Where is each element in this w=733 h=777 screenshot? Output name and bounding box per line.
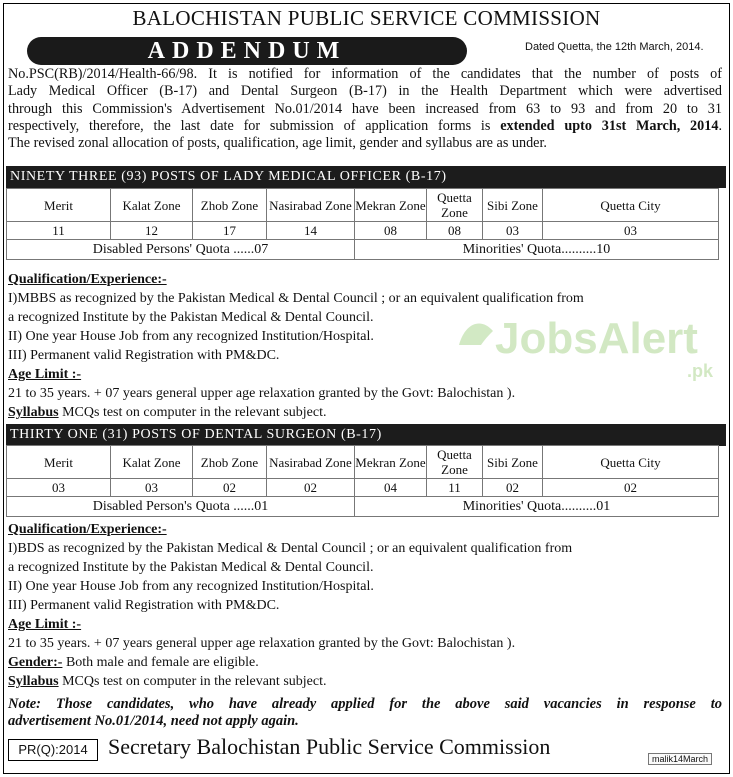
zone-header: Mekran Zone: [355, 446, 427, 479]
note-line-1: Note: Those candidates, who have already applied for the above said vacancies in response to: [8, 696, 722, 712]
qualification-item: I)MBBS as recognized by the Pakistan Medical & Dental Council ; or an equivalent qualification from: [8, 291, 584, 306]
zone-value: 11: [427, 479, 483, 497]
svg-text:.pk: .pk: [687, 361, 714, 381]
zone-value: 11: [7, 222, 111, 240]
table-header-row: [7, 446, 719, 479]
disabled-quota: Disabled Persons' Quota ......07: [7, 240, 355, 260]
zone-value: 03: [7, 479, 111, 497]
zone-header: Kalat Zone: [111, 446, 193, 479]
zone-value: 02: [543, 479, 719, 497]
zone-value: 02: [193, 479, 267, 497]
secretary-signature-line: Secretary Balochistan Public Service Commission: [108, 734, 551, 759]
zone-header: Quetta Zone: [427, 446, 483, 479]
qualification-item: a recognized Institute by the Pakistan Medical & Dental Council.: [8, 560, 374, 575]
table-header-row: [7, 189, 719, 222]
zone-header: Kalat Zone: [111, 189, 193, 222]
syllabus-label: Syllabus: [8, 405, 59, 420]
zone-header: Sibi Zone: [483, 446, 543, 479]
intro-line-1: No.PSC(RB)/2014/Health-66/98. It is notified for information of the candidates that the number of posts of: [8, 66, 722, 82]
svg-text:JobsAlert: JobsAlert: [495, 314, 698, 363]
zone-value: 02: [483, 479, 543, 497]
qualification-item: III) Permanent valid Registration with PM&DC.: [8, 598, 280, 613]
lmo-allocation-table: [6, 188, 719, 260]
note-line-2: advertisement No.01/2014, need not apply again.: [8, 713, 299, 729]
qualification-item: II) One year House Job from any recognized Institution/Hospital.: [8, 329, 374, 344]
age-limit-heading: Age Limit :-: [8, 617, 82, 632]
zone-value: 08: [427, 222, 483, 240]
age-limit-text: 21 to 35 years. + 07 years general upper age relaxation granted by the Govt: Balochistan ).: [8, 636, 516, 651]
zone-value: 03: [543, 222, 719, 240]
table-row: [7, 222, 719, 240]
intro-line-4: respectively, therefore, the last date for submission of application forms is extended upto 31st March, 2014.: [8, 117, 722, 134]
age-limit-heading: Age Limit :-: [8, 367, 82, 382]
zone-header: Quetta City: [543, 446, 719, 479]
qualification-heading: Qualification/Experience:-: [8, 522, 167, 537]
minorities-quota: Minorities' Quota..........01: [355, 497, 719, 517]
zone-header: Mekran Zone: [355, 189, 427, 222]
organization-title: BALOCHISTAN PUBLIC SERVICE COMMISSION: [132, 6, 601, 30]
disabled-quota: Disabled Person's Quota ......01: [7, 497, 355, 517]
publisher-tag: malik14March: [648, 753, 712, 765]
zone-header: Nasirabad Zone: [267, 446, 355, 479]
zone-header: Merit: [7, 189, 111, 222]
gender-label: Gender:-: [8, 655, 63, 670]
zone-header: Zhob Zone: [193, 446, 267, 479]
qualification-heading: Qualification/Experience:-: [8, 272, 167, 287]
syllabus-line: [8, 672, 722, 691]
minorities-quota: Minorities' Quota..........10: [355, 240, 719, 260]
qualification-item: a recognized Institute by the Pakistan Medical & Dental Council.: [8, 310, 374, 325]
pr-code-box: PR(Q):2014: [8, 739, 98, 761]
jobsalert-watermark-logo: [455, 305, 730, 385]
qualification-item: II) One year House Job from any recognized Institution/Hospital.: [8, 579, 374, 594]
zone-value: 03: [483, 222, 543, 240]
gender-line: [8, 653, 722, 672]
note-paragraph: [8, 696, 722, 730]
zone-value: 12: [111, 222, 193, 240]
ds-allocation-table: [6, 445, 719, 517]
zone-header: Merit: [7, 446, 111, 479]
ds-section-title: THIRTY ONE (31) POSTS OF DENTAL SURGEON (B-17): [6, 424, 726, 446]
zone-header: Quetta City: [543, 189, 719, 222]
intro-paragraph: [8, 66, 722, 152]
intro-line-2: Lady Medical Officer (B-17) and Dental Surgeon (B-17) in the Health Department which were advertised: [8, 83, 722, 100]
deadline-text: extended upto 31st March, 2014: [500, 117, 719, 134]
zone-value: 04: [355, 479, 427, 497]
zone-header: Quetta Zone: [427, 189, 483, 222]
lmo-section-title: NINETY THREE (93) POSTS OF LADY MEDICAL OFFICER (B-17): [6, 166, 726, 188]
syllabus-text: MCQs test on computer in the relevant subject.: [58, 405, 327, 420]
zone-header: Zhob Zone: [193, 189, 267, 222]
addendum-banner: ADDENDUM: [27, 37, 467, 65]
syllabus-text: MCQs test on computer in the relevant subject.: [58, 674, 327, 689]
zone-value: 03: [111, 479, 193, 497]
zone-header: Sibi Zone: [483, 189, 543, 222]
gender-text: Both male and female are eligible.: [62, 655, 259, 670]
ds-requirements: [8, 520, 722, 691]
quota-row: [7, 497, 719, 517]
age-limit-text: 21 to 35 years. + 07 years general upper age relaxation granted by the Govt: Balochistan ).: [8, 386, 516, 401]
qualification-item: I)BDS as recognized by the Pakistan Medical & Dental Council ; or an equivalent qualification from: [8, 541, 573, 556]
zone-value: 17: [193, 222, 267, 240]
intro-line-3: through this Commission's Advertisement No.01/2014 have been increased from 63 to 93 and from 20 to 31: [8, 100, 722, 117]
zone-value: 02: [267, 479, 355, 497]
dated-line: Dated Quetta, the 12th March, 2014.: [525, 41, 704, 53]
table-row: [7, 479, 719, 497]
qualification-item: III) Permanent valid Registration with PM&DC.: [8, 348, 280, 363]
zone-value: 08: [355, 222, 427, 240]
intro-line-5: The revised zonal allocation of posts, qualification, age limit, gender and syllabus are as under.: [8, 135, 547, 152]
zone-header: Nasirabad Zone: [267, 189, 355, 222]
syllabus-label: Syllabus: [8, 674, 59, 689]
syllabus-line: [8, 403, 722, 422]
quota-row: [7, 240, 719, 260]
zone-value: 14: [267, 222, 355, 240]
